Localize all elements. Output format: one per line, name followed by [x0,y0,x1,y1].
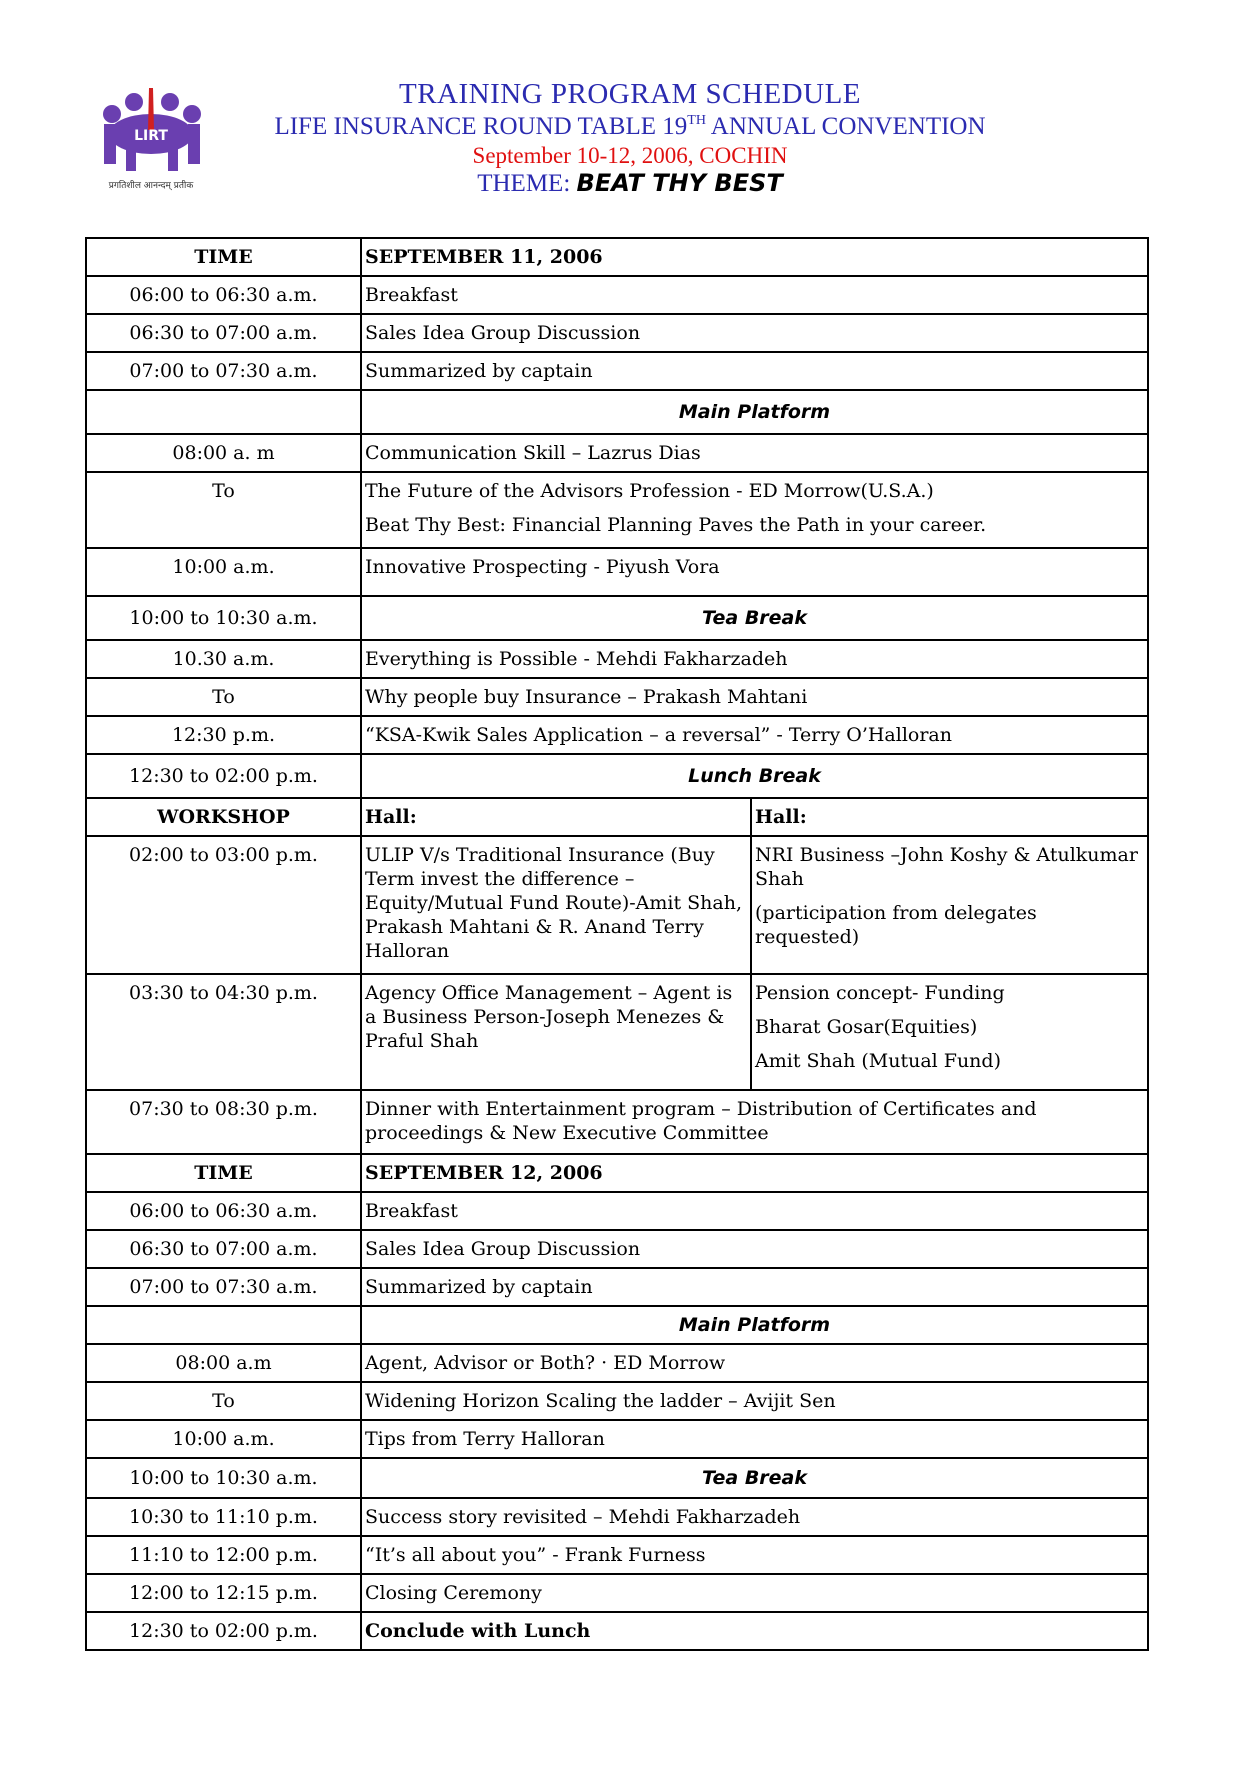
date-header: SEPTEMBER 12, 2006 [361,1154,1148,1192]
main-platform-heading: Main Platform [361,390,1148,434]
event-cell: “It’s all about you” - Frank Furness [361,1536,1148,1574]
empty-cell [86,390,361,434]
hall-b-header: Hall: [751,798,1148,836]
event-cell: Why people buy Insurance – Prakash Mahtani [361,678,1148,716]
schedule-day2 [85,1153,1149,1651]
event-cell: Dinner with Entertainment program – Distribution of Certificates and proceedings & New Executive Committee [361,1090,1148,1154]
table-row [86,1574,1148,1612]
time-cell: 12:00 to 12:15 p.m. [86,1574,361,1612]
time-cell: 02:00 to 03:00 p.m. [86,836,361,974]
tea-break-label: Tea Break [361,1458,1148,1498]
event-cell: Sales Idea Group Discussion [361,1230,1148,1268]
table-row [86,1090,1148,1154]
table-row [86,1536,1148,1574]
table-row [86,1420,1148,1458]
table-row [86,1230,1148,1268]
table-row [86,836,1148,974]
time-cell: 10:00 a.m. [86,1420,361,1458]
table-row [86,1268,1148,1306]
workshop-hall-b: Pension concept- Funding Bharat Gosar(Equities) Amit Shah (Mutual Fund) [751,974,1148,1090]
event-cell: The Future of the Advisors Profession - ED Morrow(U.S.A.) Beat Thy Best: Financial Planning Paves the Path in your career. [361,472,1148,548]
workshop-hall-b: NRI Business –John Koshy & Atulkumar Shah (participation from delegates requested) [751,836,1148,974]
table-row [86,798,1148,836]
schedule-day1 [85,237,1149,1155]
page-title: TRAINING PROGRAM SCHEDULE [398,78,861,110]
event-cell: Breakfast [361,1192,1148,1230]
event-cell: Innovative Prospecting - Piyush Vora [361,548,1148,596]
event-dates: September 10-12, 2006, COCHIN [472,143,788,168]
event-cell: Everything is Possible - Mehdi Fakharzadeh [361,640,1148,678]
logo-motto: प्रगतिशील आनन्दम् प्रतीक [108,181,194,191]
time-cell: 08:00 a.m [86,1344,361,1382]
table-row [86,1498,1148,1536]
event-cell: Agent, Advisor or Both? · ED Morrow [361,1344,1148,1382]
event-cell: “KSA-Kwik Sales Application – a reversal” - Terry O’Halloran [361,716,1148,754]
time-cell: 10:00 to 10:30 a.m. [86,1458,361,1498]
time-cell: 10:00 to 10:30 a.m. [86,596,361,640]
event-cell: Closing Ceremony [361,1574,1148,1612]
time-cell: 08:00 a. m [86,434,361,472]
event-cell: Summarized by captain [361,352,1148,390]
time-cell: 06:00 to 06:30 a.m. [86,276,361,314]
table-row [86,1154,1148,1192]
table-row [86,352,1148,390]
time-cell: 07:00 to 07:30 a.m. [86,1268,361,1306]
tea-break-label: Tea Break [361,596,1148,640]
time-cell: 03:30 to 04:30 p.m. [86,974,361,1090]
table-row [86,1612,1148,1650]
time-cell: 10.30 a.m. [86,640,361,678]
time-cell: 12:30 to 02:00 p.m. [86,1612,361,1650]
time-cell: 06:30 to 07:00 a.m. [86,314,361,352]
table-row [86,678,1148,716]
time-header: TIME [86,238,361,276]
event-cell: Tips from Terry Halloran [361,1420,1148,1458]
time-cell: 07:00 to 07:30 a.m. [86,352,361,390]
table-row [86,1344,1148,1382]
table-row [86,548,1148,596]
table-row [86,640,1148,678]
time-cell: 06:00 to 06:30 a.m. [86,1192,361,1230]
time-header: TIME [86,1154,361,1192]
event-cell: Breakfast [361,276,1148,314]
time-cell: 12:30 p.m. [86,716,361,754]
table-row [86,276,1148,314]
empty-cell [86,1306,361,1344]
event-cell: Widening Horizon Scaling the ladder – Avijit Sen [361,1382,1148,1420]
event-cell: Sales Idea Group Discussion [361,314,1148,352]
table-row [86,974,1148,1090]
table-row [86,1458,1148,1498]
workshop-label: WORKSHOP [86,798,361,836]
table-row [86,754,1148,798]
table-row [86,1382,1148,1420]
time-cell: 12:30 to 02:00 p.m. [86,754,361,798]
time-cell: To [86,1382,361,1420]
table-row [86,1306,1148,1344]
event-cell: Summarized by captain [361,1268,1148,1306]
date-header: SEPTEMBER 11, 2006 [361,238,1148,276]
time-cell: 10:00 a.m. [86,548,361,596]
main-platform-heading: Main Platform [361,1306,1148,1344]
time-cell: To [86,472,361,548]
time-cell: To [86,678,361,716]
event-cell: Communication Skill – Lazrus Dias [361,434,1148,472]
table-row [86,390,1148,434]
table-row [86,434,1148,472]
event-cell: Success story revisited – Mehdi Fakharzadeh [361,1498,1148,1536]
time-cell: 06:30 to 07:00 a.m. [86,1230,361,1268]
time-cell: 11:10 to 12:00 p.m. [86,1536,361,1574]
theme-line: THEME: BEAT THY BEST [477,169,783,197]
logo-text: LIRT [134,128,168,144]
table-row [86,1192,1148,1230]
lunch-break-label: Lunch Break [361,754,1148,798]
page-subtitle: LIFE INSURANCE ROUND TABLE 19TH ANNUAL CONVENTION [274,113,986,140]
table-row [86,314,1148,352]
table-row [86,716,1148,754]
lirt-logo [92,84,210,192]
table-row [86,596,1148,640]
time-cell: 07:30 to 08:30 p.m. [86,1090,361,1154]
workshop-hall-a: Agency Office Management – Agent is a Business Person-Joseph Menezes & Praful Shah [361,974,751,1090]
table-row [86,472,1148,548]
hall-a-header: Hall: [361,798,751,836]
event-cell: Conclude with Lunch [361,1612,1148,1650]
time-cell: 10:30 to 11:10 p.m. [86,1498,361,1536]
table-row [86,238,1148,276]
workshop-hall-a: ULIP V/s Traditional Insurance (Buy Term invest the difference – Equity/Mutual Fund Route)-Amit Shah, Prakash Mahtani & R. Anand Terry Halloran [361,836,751,974]
